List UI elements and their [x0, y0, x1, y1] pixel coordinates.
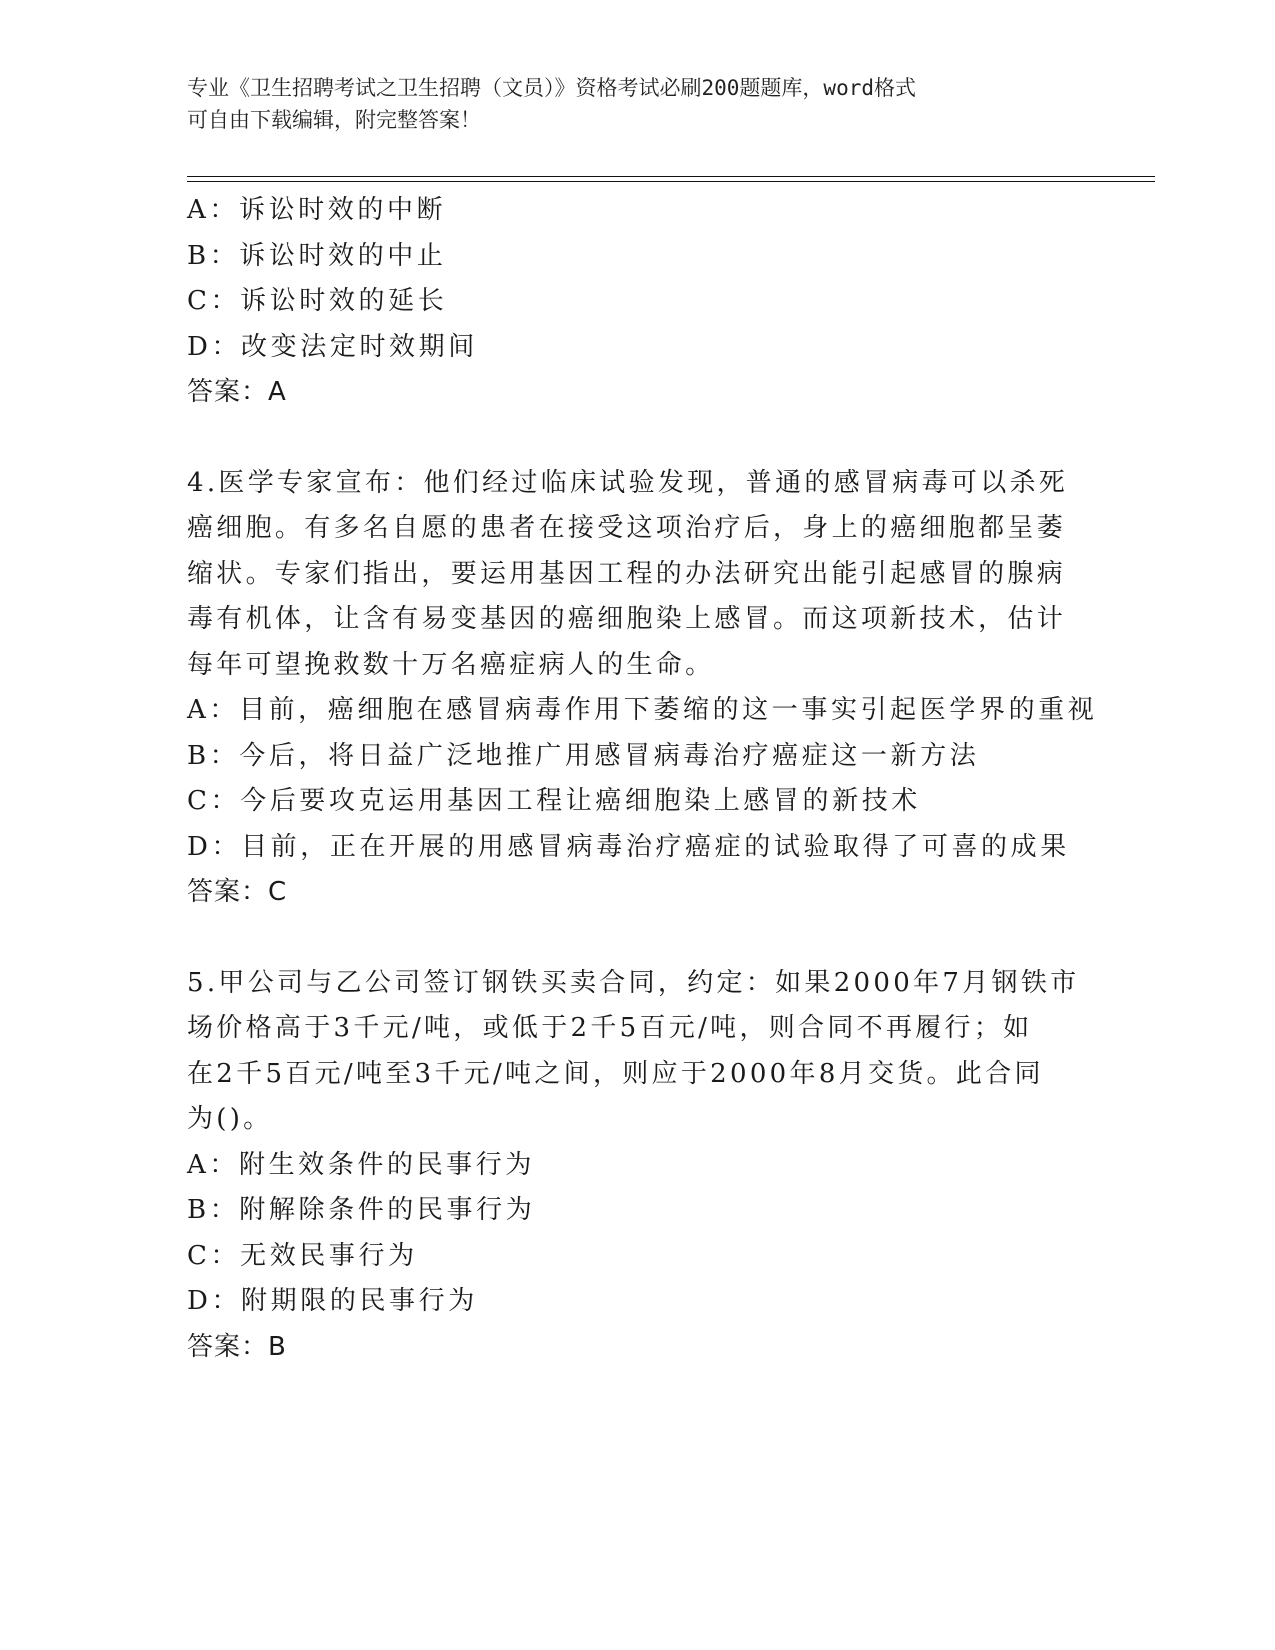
option-a: A：附生效条件的民事行为: [187, 1149, 535, 1180]
question-stem: [187, 461, 1087, 689]
option-b: B：诉讼时效的中止: [187, 240, 447, 271]
stem-line: 为()。: [187, 1104, 273, 1134]
stem-line: 毒有机体，让含有易变基因的癌细胞染上感冒。而这项新技术，估计: [187, 604, 1067, 634]
answer-label: 答案：C: [187, 877, 288, 907]
stem-line: 5.甲公司与乙公司签订钢铁买卖合同，约定：如果2000年7月钢铁市: [187, 967, 1080, 998]
document-header: [187, 72, 1067, 136]
answer-label: 答案：B: [187, 1331, 287, 1362]
option-a: A：目前，癌细胞在感冒病毒作用下萎缩的这一事实引起医学界的重视: [187, 695, 1098, 725]
option-b: B：附解除条件的民事行为: [187, 1195, 536, 1225]
header-line-1: 专业《卫生招聘考试之卫生招聘（文员）》资格考试必刷200题题库，word格式: [187, 76, 916, 100]
question-3: [187, 188, 1087, 416]
stem-line: 缩状。专家们指出，要运用基因工程的办法研究出能引起感冒的腺病: [187, 558, 1067, 589]
stem-line: 癌细胞。有多名自愿的患者在接受这项治疗后，身上的癌细胞都呈萎: [187, 513, 1067, 543]
option-c: C：诉讼时效的延长: [187, 286, 448, 316]
option-c: C：今后要攻克运用基因工程让癌细胞染上感冒的新技术: [187, 786, 921, 816]
question-5: [187, 961, 1087, 1371]
option-b: B：今后，将日益广泛地推广用感冒病毒治疗癌症这一新方法: [187, 740, 980, 771]
option-d: D：附期限的民事行为: [187, 1286, 478, 1316]
answer-label: 答案：A: [187, 377, 287, 407]
document-body: [187, 188, 1098, 1370]
question-stem: [187, 961, 1087, 1143]
stem-line: 在2千5百元/吨至3千元/吨之间，则应于2000年8月交货。此合同: [187, 1058, 1044, 1089]
option-d: D：目前，正在开展的用感冒病毒治疗癌症的试验取得了可喜的成果: [187, 831, 1070, 862]
header-divider-top: [187, 176, 1155, 177]
header-divider-bottom: [187, 181, 1155, 182]
stem-line: 场价格高于3千元/吨，或低于2千5百元/吨，则合同不再履行；如: [187, 1013, 1033, 1043]
stem-line: 4.医学专家宣布：他们经过临床试验发现，普通的感冒病毒可以杀死: [187, 467, 1069, 498]
option-c: C：无效民事行为: [187, 1240, 418, 1271]
header-line-2: 可自由下载编辑，附完整答案！: [187, 108, 481, 132]
option-d: D：改变法定时效期间: [187, 331, 478, 362]
question-4: [187, 461, 1098, 916]
stem-line: 每年可望挽救数十万名癌症病人的生命。: [187, 649, 715, 680]
option-a: A：诉讼时效的中断: [187, 195, 447, 225]
